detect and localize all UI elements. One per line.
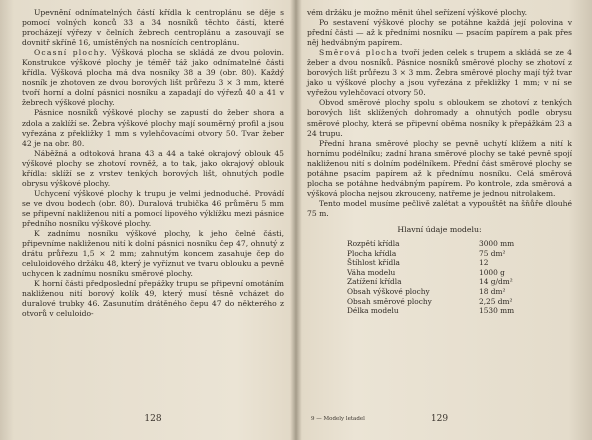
spec-label: Zatížení křídla <box>347 277 402 287</box>
spec-row <box>347 297 514 307</box>
spec-value: 1000 g <box>479 267 505 277</box>
paragraph-text: tvoří jeden celek s trupem a skládá se ze 4 žeber a dvou nosníků. Pásnice nosníků směrové plochy se zhotoví z borových lišt průřezu 3 × 3 mm. Žebra směrové plochy mají týž tvar jako u výškové plochy a jsou vyřezána z překližky 1 mm; v ní se vyřežou vylehčovací otvory 50. <box>307 48 572 98</box>
paragraph-text: Náběžná a odtoková hrana 43 a 44 a také okrajový oblouk 45 výškové plochy se zhotoví rovněž, a to tak, jako okrajový oblouk křídla: sklíží se z vrstev tenkých borových lišt, ohnutých podle obrysu výškové plochy. <box>22 148 284 188</box>
spec-row <box>347 258 514 268</box>
paragraph <box>22 149 284 189</box>
spec-label: Rozpětí křídla <box>347 238 400 248</box>
spec-row <box>347 277 514 287</box>
left-page-body <box>22 8 284 319</box>
spec-label: Váha modelu <box>347 267 396 277</box>
paragraph-text: Přední hrana směrové plochy se pevně uchytí klížem a nití k hornímu podélníku; zadní hrana směrové plochy se také pevně spojí nakliženou nití s dolním podélníkem. Přední část směrové plochy se potáhne psacím papírem až k přednímu nosníku. Celá směrová plocha se potáhne hedvábným papírem. Po kontrole, zda směrová a výšková plocha nejsou zkrouceny, natřeme je jednou nitrolakem. <box>307 138 572 198</box>
spec-value: 3000 mm <box>479 238 515 248</box>
section-heading: Směrová plocha <box>319 48 399 58</box>
paragraph-text: Pásnice nosníků výškové plochy se zapustí do žeber shora a zdola a zaklíží se. Žebra výškové plochy mají souměrný profil a jsou vyřezána z překližky 1 mm s vylehčovacími otvory 50. Tvar žeber 42 je na obr. 80. <box>22 108 284 148</box>
left-page <box>22 8 284 432</box>
paragraph-text: Výšková plocha se skládá ze dvou polovin. Konstrukce výškové plochy je téměř táž jako odnímatelné části křídla. Výšková plocha má dva nosníky 38 a 39 (obr. 80). Každý nosník je zhotoven ze dvou borových lišt průřezu 3 × 3 mm, které tvoří horní a dolní pásnici nosníku a zapadají do výřezů 40 a 41 v žebrech výškové plochy. <box>22 48 284 108</box>
spec-value: 75 dm² <box>479 248 506 258</box>
right-page-body <box>307 8 572 219</box>
paragraph <box>22 279 284 319</box>
spec-label: Délka modelu <box>347 306 399 316</box>
paragraph <box>22 229 284 279</box>
page-number-right: 129 <box>430 414 449 424</box>
paragraph-text: Po sestavení výškové plochy se potáhne každá její polovina v přední části — až k předními nosníku — psacím papírem a pak přes něj hedvábným papírem. <box>307 18 572 48</box>
spec-label: Obsah výškové plochy <box>347 286 430 296</box>
spec-value: 18 dm² <box>479 286 506 296</box>
paragraph-text: K horní části předposlední přepážky trupu se připevní omotáním nakliženou nití borový kolík 49, který musí těsně vcházet do duralové trubky 46. Zasunutím drátěného čepu 47 do některého z otvorů v celuloido- <box>22 279 284 319</box>
paragraph <box>22 8 284 48</box>
paragraph-text: vém držáku je možno měnit úhel seřízení výškové plochy. <box>307 8 528 17</box>
spec-row <box>347 287 514 297</box>
paragraph <box>307 199 572 219</box>
spec-label: Plocha křídla <box>347 248 397 258</box>
paragraph-text: Upevnění odnímatelných částí křídla k centroplánu se děje s pomocí volných konců 33 a 34 nosníků těchto částí, které procházejí výřezy v čelních žebrech centroplánu a zasouvají se dovnitř skříně 16, umístěných na nosnících centroplánu. <box>22 8 284 48</box>
paragraph-text: Uchycení výškové plochy k trupu je velmi jednoduché. Provádí se ve dvou bodech (obr. 80). Duralová trubička 46 průměru 5 mm se připevní nakliženou nití a pomocí lipového výklížku mezi pásnice předního nosníku výškové plochy. <box>22 188 284 228</box>
paragraph <box>22 189 284 229</box>
paragraph <box>307 8 572 18</box>
paragraph-text: Tento model musíme pečlivě zalétat a vypouštět na šňůře dlouhé 75 m. <box>307 198 572 218</box>
spec-row <box>347 306 514 316</box>
paragraph-text: K zadnímu nosníku výškové plochy, k jeho čelné části, připevníme nakliženou nití k dolní pásnici nosníku čep 47, ohnutý z drátu průřezu 1,5 × 2 mm; zahnutým koncem zasahuje čep do celuloidového držáku 48, který je vyříznut ve tvaru oblouku a pevně uchycen k zadnímu nosníku směrové plochy. <box>22 229 284 279</box>
paragraph <box>22 48 284 108</box>
paragraph <box>307 139 572 199</box>
signature-mark: 9 — Modely letadel <box>311 416 365 422</box>
paragraph-text: Obvod směrové plochy spolu s obloukem se zhotoví z tenkých borových lišt sklížených dohromady a ohnutých podle obrysu směrové plochy, která se připevní oběma nosníky k přepážkám 23 a 24 trupu. <box>307 98 572 138</box>
spec-value: 12 <box>479 258 489 268</box>
spec-row <box>347 239 514 249</box>
spec-label: Obsah směrové plochy <box>347 296 432 306</box>
spec-value: 14 g/dm² <box>479 277 513 287</box>
paragraph <box>307 48 572 98</box>
spec-label: Štíhlost křídla <box>347 258 400 268</box>
spec-value: 2,25 dm² <box>479 296 513 306</box>
paragraph <box>22 108 284 148</box>
specs-heading: Hlavní údaje modelu: <box>397 224 482 234</box>
spec-row <box>347 268 514 278</box>
paragraph <box>307 98 572 138</box>
spec-row <box>347 249 514 259</box>
specs-table <box>347 239 514 316</box>
page-number-left: 128 <box>144 414 162 424</box>
spec-value: 1530 mm <box>479 306 515 316</box>
paragraph <box>307 18 572 48</box>
section-heading: Ocasní plochy. <box>34 48 108 58</box>
right-page <box>307 8 572 432</box>
